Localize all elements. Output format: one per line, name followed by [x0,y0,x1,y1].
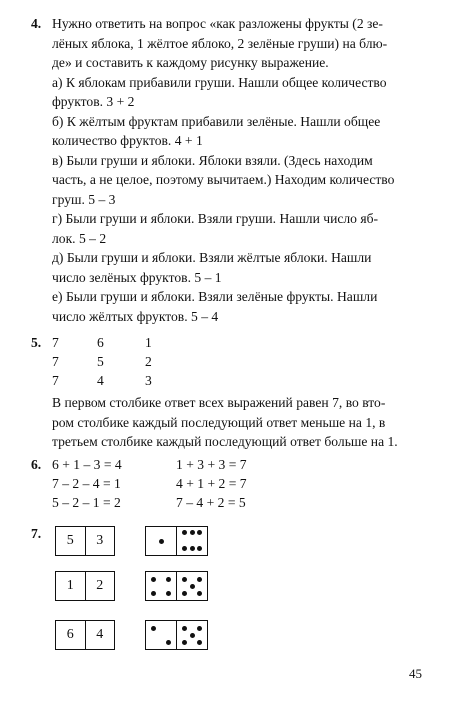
page-number: 45 [409,666,422,681]
text-line: груш. 5 – 3 [52,191,116,207]
grid-cell: 4 [97,373,104,388]
expression: 5 – 2 – 1 = 2 [52,495,121,510]
domino-pip [190,530,195,535]
text-line: лёных яблока, 1 жёлтое яблоко, 2 зелёные груши) на блю- [52,35,388,51]
domino-pip [197,577,202,582]
number-domino [55,526,115,556]
domino-pips [177,572,207,600]
number-domino [55,620,115,650]
domino-number: 5 [66,533,74,548]
domino-pips [146,621,176,649]
task-number: 4. [31,16,42,31]
number-grid [52,333,450,393]
domino-pip [197,640,202,645]
domino-pip [197,530,202,535]
grid-cell: 7 [52,354,59,369]
expression: 7 – 2 – 4 = 1 [52,476,121,491]
domino-number: 3 [85,527,115,555]
grid-cell: 5 [97,354,104,369]
text-line: лок. 5 – 2 [52,230,107,246]
domino-number: 6 [66,627,74,642]
grid-cell: 2 [145,354,152,369]
text-line: Нужно ответить на вопрос «как разложены фрукты (2 зе- [52,16,383,31]
domino-pip [159,539,164,544]
task-5-explanation [52,393,450,452]
expressions [52,455,450,515]
task-number: 7. [31,526,42,541]
number-domino [55,571,115,601]
domino-pips [177,527,207,555]
task-number: 5. [31,335,42,350]
text-line: е) Были груши и яблоки. Взяли зелёные фрукты. Нашли [52,289,378,304]
text-line: В первом столбике ответ всех выражений равен 7, во вто- [52,395,386,410]
domino-pip [151,626,156,631]
text-line: б) К жёлтым фруктам прибавили зелёные. Нашли общее [52,113,381,129]
domino-pip [182,530,187,535]
text-line: число зелёных фруктов. 5 – 1 [52,269,222,285]
text-line: д) Были груши и яблоки. Взяли жёлтые яблоки. Нашли [52,250,372,265]
domino-pip [190,546,195,551]
grid-cell: 7 [52,335,59,350]
domino-pip [182,577,187,582]
domino-pip [190,584,195,589]
text-line: г) Были груши и яблоки. Взяли груши. Нашли число яб- [52,211,379,226]
domino-pip [166,591,171,596]
text-line: в) Были груши и яблоки. Яблоки взяли. (Здесь находим [52,152,373,168]
task-number: 6. [31,457,42,472]
text-line: ром столбике каждый последующий ответ меньше на 1, в [52,414,386,430]
domino-pip [182,640,187,645]
grid-cell: 6 [97,335,104,350]
text-line: часть, а не целое, поэтому вычитаем.) Находим количество [52,172,395,187]
dot-domino [145,620,208,650]
domino-pip [166,577,171,582]
domino-pips [146,527,176,555]
dot-domino [145,571,208,601]
domino-pip [151,577,156,582]
grid-cell: 7 [52,373,59,388]
expression: 6 + 1 – 3 = 4 [52,457,122,472]
domino-pip [151,591,156,596]
text-line: а) К яблокам прибавили груши. Нашли общее количество [52,74,387,90]
domino-pip [197,546,202,551]
expression: 1 + 3 + 3 = 7 [176,457,247,472]
domino-pips [146,572,176,600]
domino-number: 2 [85,572,115,600]
text-line: третьем столбике каждый последующий ответ больше на 1. [52,434,398,449]
domino-number: 1 [66,578,74,593]
domino-pip [182,626,187,631]
expression: 7 – 4 + 2 = 5 [176,495,246,510]
domino-number: 4 [85,621,115,649]
text-line: число жёлтых фруктов. 5 – 4 [52,308,219,324]
task-4-text [52,14,450,326]
grid-cell: 1 [145,335,152,350]
domino-pip [197,591,202,596]
text-line: фруктов. 3 + 2 [52,94,135,109]
domino-pip [190,633,195,638]
domino-pips [177,621,207,649]
domino-pip [182,546,187,551]
dot-domino [145,526,208,556]
text-line: количество фруктов. 4 + 1 [52,133,203,148]
text-line: де» и составить к каждому рисунку выражение. [52,55,329,70]
domino-pip [166,640,171,645]
expression: 4 + 1 + 2 = 7 [176,476,247,491]
domino-pip [182,591,187,596]
domino-pip [197,626,202,631]
grid-cell: 3 [145,373,152,388]
